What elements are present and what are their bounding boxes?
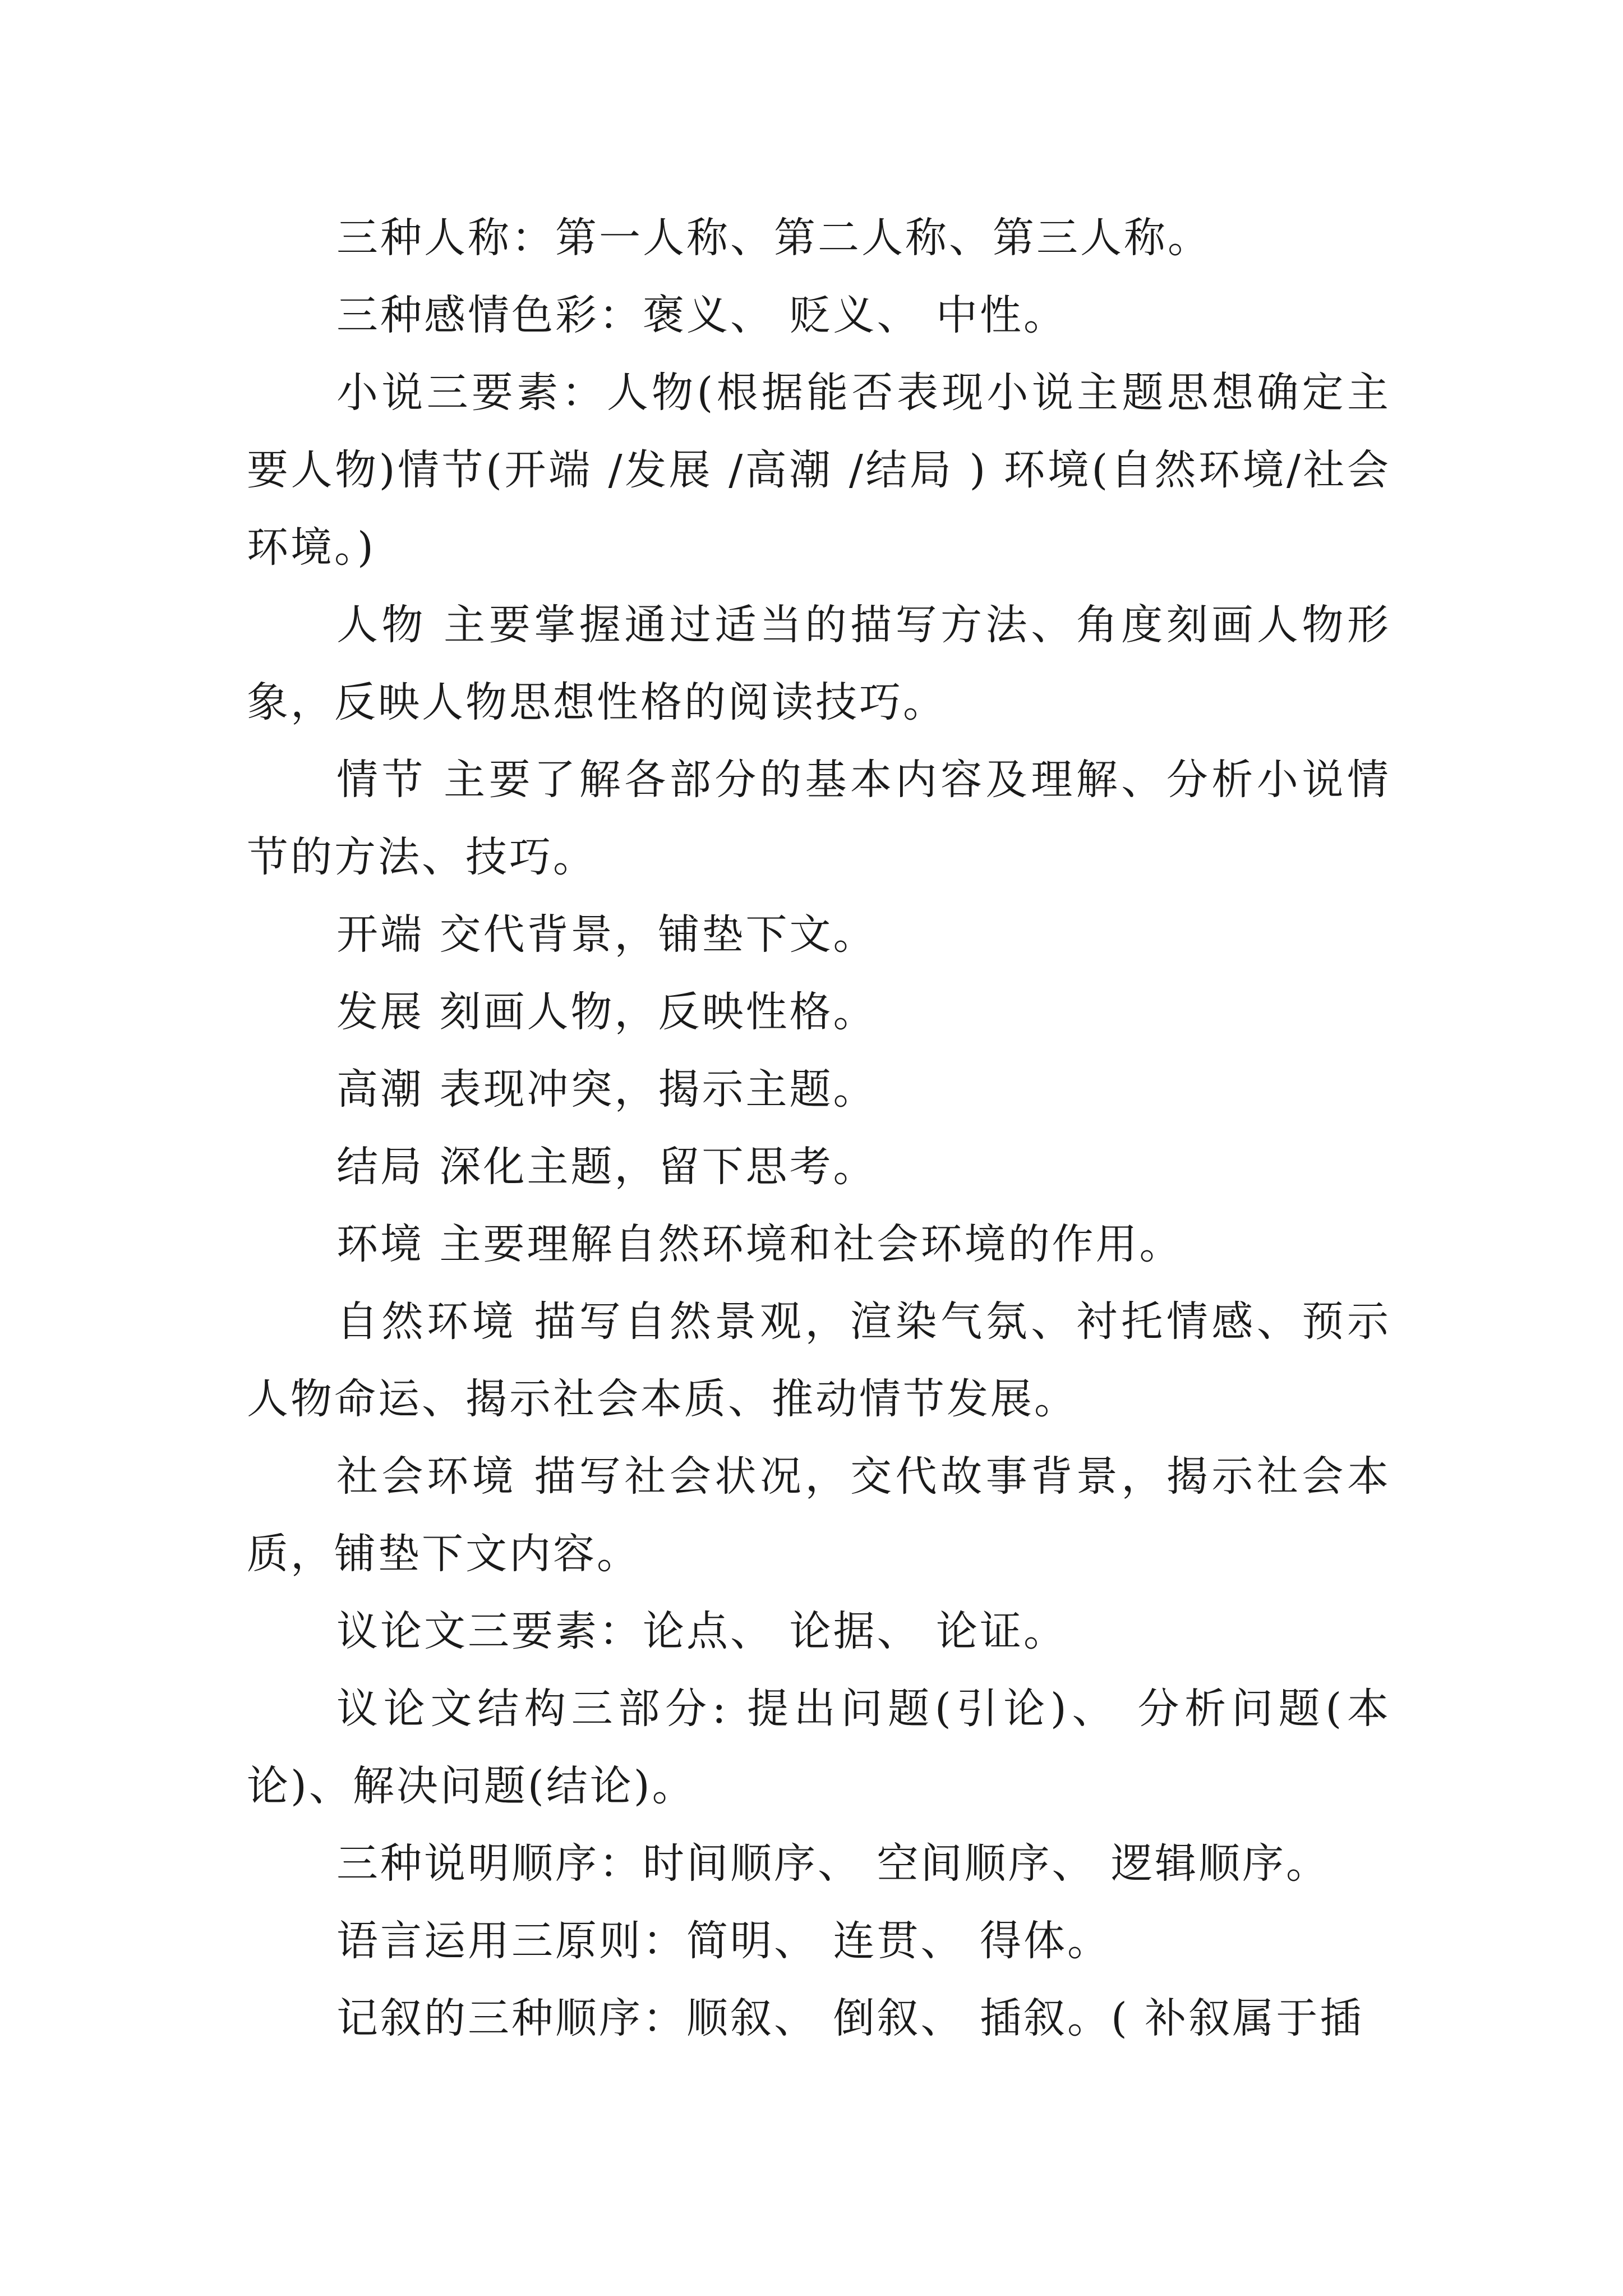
paragraph-character: 人物 主要掌握通过适当的描写方法、角度刻画人物形象，反映人物思想性格的阅读技巧。: [247, 601, 1391, 726]
paragraph-climax: 高潮 表现冲突，揭示主题。: [336, 1065, 877, 1114]
paragraph-language-principles: 语言运用三原则：简明、 连贯、 得体。: [336, 1917, 1112, 1965]
paragraph-natural-environment: 自然环境 描写自然景观，渲染气氛、衬托情感、预示人物命运、揭示社会本质、推动情节发展。: [247, 1297, 1391, 1423]
paragraph-novel-elements: 小说三要素：人物(根据能否表现小说主题思想确定主要人物)情节(开端 /发展 /高潮 /结局 ) 环境(自然环境/社会环境。): [247, 369, 1391, 572]
paragraph-person: 三种人称：第一人称、第二人称、第三人称。: [336, 214, 1211, 262]
paragraph-environment: 环境 主要理解自然环境和社会环境的作用。: [336, 1220, 1183, 1268]
paragraph-exposition-order: 三种说明顺序：时间顺序、 空间顺序、 逻辑顺序。: [336, 1839, 1330, 1888]
paragraph-plot: 情节 主要了解各部分的基本内容及理解、分析小说情节的方法、技巧。: [247, 756, 1391, 881]
paragraph-development: 发展 刻画人物，反映性格。: [336, 988, 877, 1036]
paragraph-emotion-color: 三种感情色彩：褒义、 贬义、 中性。: [336, 291, 1068, 339]
paragraph-ending: 结局 深化主题，留下思考。: [336, 1143, 877, 1191]
paragraph-argument-elements: 议论文三要素：论点、 论据、 论证。: [336, 1607, 1068, 1655]
paragraph-narrative-order: 记叙的三种顺序：顺叙、 倒叙、 插叙。( 补叙属于插: [336, 1994, 1364, 2042]
paragraph-beginning: 开端 交代背景，铺垫下文。: [336, 910, 877, 959]
paragraph-social-environment: 社会环境 描写社会状况，交代故事背景，揭示社会本质，铺垫下文内容。: [247, 1452, 1391, 1578]
document-body: [247, 199, 1391, 2057]
paragraph-argument-structure: 议论文结构三部分: 提出问题(引论)、 分析问题(本论)、解决问题(结论)。: [247, 1685, 1391, 1810]
